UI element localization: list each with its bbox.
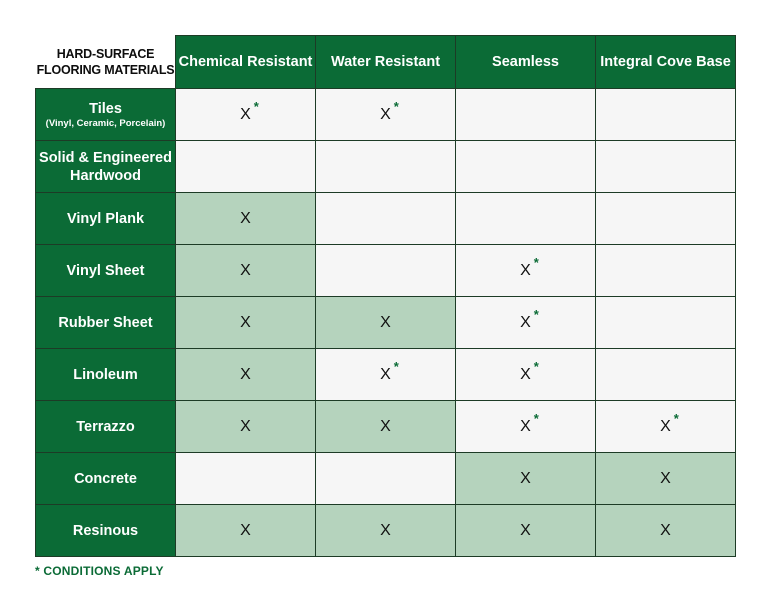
asterisk-marker: * (673, 410, 679, 426)
check-mark (660, 522, 671, 540)
column-header: Chemical Resistant (176, 36, 316, 89)
mark-text: X (240, 365, 251, 383)
table-cell (456, 89, 596, 141)
corner-label-line1: HARD-SURFACE (56, 47, 155, 61)
asterisk-marker: * (533, 358, 539, 374)
check-mark (240, 366, 251, 384)
table-cell (596, 245, 736, 297)
mark-text: X (380, 105, 391, 123)
row-label: Vinyl Plank (66, 210, 145, 227)
table-row (36, 193, 736, 245)
table-cell (316, 401, 456, 453)
mark-text: X (380, 521, 391, 539)
mark-text: X (380, 313, 391, 331)
table-cell (176, 141, 316, 193)
asterisk-marker: * (533, 306, 539, 322)
asterisk-marker: * (253, 98, 259, 114)
mark-text: X (240, 209, 251, 227)
row-label: Solid & Engineered Hardwood (39, 149, 172, 184)
flooring-comparison-table (35, 35, 736, 557)
table-cell (176, 245, 316, 297)
check-mark (660, 470, 671, 488)
mark-text: X (520, 261, 531, 279)
row-header (36, 89, 176, 141)
mark-text: X (380, 417, 391, 435)
check-mark (520, 306, 539, 332)
mark-text: X (520, 313, 531, 331)
table-cell (316, 89, 456, 141)
row-header (36, 401, 176, 453)
check-mark (240, 522, 251, 540)
asterisk-marker: * (533, 410, 539, 426)
header-row (36, 36, 736, 89)
table-cell (456, 401, 596, 453)
table-cell (316, 505, 456, 557)
table-cell (456, 245, 596, 297)
table-row (36, 245, 736, 297)
table-cell (596, 349, 736, 401)
table-cell (176, 89, 316, 141)
table-cell (176, 401, 316, 453)
mark-text: X (520, 469, 531, 487)
check-mark (240, 418, 251, 436)
table-cell (456, 349, 596, 401)
table-row (36, 401, 736, 453)
table-cell (176, 453, 316, 505)
mark-text: X (240, 521, 251, 539)
table-cell (316, 297, 456, 349)
row-label: Resinous (72, 522, 139, 539)
check-mark (240, 262, 251, 280)
table-row (36, 453, 736, 505)
mark-text: X (240, 105, 251, 123)
check-mark (520, 522, 531, 540)
table-body (36, 89, 736, 557)
table-row (36, 141, 736, 193)
row-header (36, 141, 176, 193)
check-mark (380, 314, 391, 332)
row-header (36, 453, 176, 505)
table-cell (176, 297, 316, 349)
table-cell (596, 297, 736, 349)
row-label: Linoleum (73, 366, 138, 383)
row-label: Terrazzo (76, 418, 135, 435)
table-row (36, 297, 736, 349)
mark-text: X (660, 469, 671, 487)
check-mark (520, 470, 531, 488)
asterisk-marker: * (533, 254, 539, 270)
column-header: Integral Cove Base (596, 36, 736, 89)
table-cell (316, 349, 456, 401)
check-mark (240, 98, 259, 124)
row-header (36, 193, 176, 245)
table-cell (176, 193, 316, 245)
mark-text: X (240, 313, 251, 331)
table-row (36, 505, 736, 557)
table-cell (176, 349, 316, 401)
corner-header (36, 36, 176, 89)
mark-text: X (240, 261, 251, 279)
table-cell (456, 141, 596, 193)
column-header: Water Resistant (316, 36, 456, 89)
table-cell (596, 401, 736, 453)
check-mark (660, 410, 679, 436)
check-mark (380, 522, 391, 540)
table-cell (316, 245, 456, 297)
check-mark (520, 358, 539, 384)
mark-text: X (520, 365, 531, 383)
table-cell (456, 297, 596, 349)
row-label: Vinyl Sheet (66, 262, 145, 279)
table-cell (456, 193, 596, 245)
table-row (36, 349, 736, 401)
table-cell (456, 505, 596, 557)
column-header: Seamless (456, 36, 596, 89)
row-header (36, 245, 176, 297)
check-mark (520, 410, 539, 436)
row-label: Concrete (74, 470, 137, 487)
table-cell (596, 141, 736, 193)
row-header (36, 297, 176, 349)
check-mark (380, 418, 391, 436)
table-cell (316, 141, 456, 193)
row-header (36, 505, 176, 557)
table-row (36, 89, 736, 141)
corner-label-line2: FLOORING MATERIALS (36, 63, 175, 77)
row-header (36, 349, 176, 401)
table-cell (176, 505, 316, 557)
table-cell (596, 193, 736, 245)
table-cell (316, 453, 456, 505)
mark-text: X (520, 417, 531, 435)
check-mark (240, 210, 251, 228)
table-cell (596, 89, 736, 141)
mark-text: X (240, 417, 251, 435)
row-sublabel: (Vinyl, Ceramic, Porcelain) (45, 117, 166, 129)
table-cell (596, 453, 736, 505)
mark-text: X (520, 521, 531, 539)
check-mark (520, 254, 539, 280)
row-label: Tiles (89, 100, 122, 117)
asterisk-marker: * (393, 98, 399, 114)
mark-text: X (380, 365, 391, 383)
mark-text: X (660, 521, 671, 539)
check-mark (240, 314, 251, 332)
mark-text: X (660, 417, 671, 435)
check-mark (380, 98, 399, 124)
row-label: Rubber Sheet (58, 314, 153, 331)
check-mark (380, 358, 399, 384)
table-cell (316, 193, 456, 245)
table-cell (456, 453, 596, 505)
footnote: * CONDITIONS APPLY (35, 564, 164, 578)
table-cell (596, 505, 736, 557)
asterisk-marker: * (393, 358, 399, 374)
